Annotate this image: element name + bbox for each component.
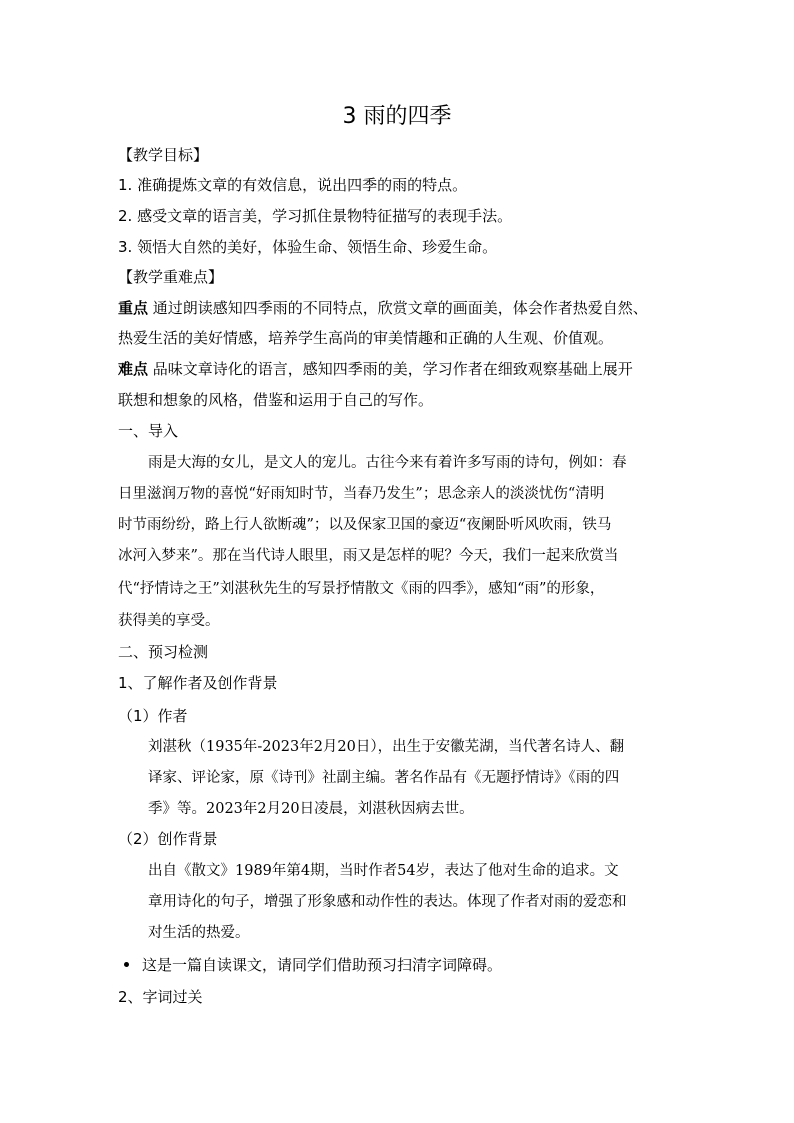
difficult-point-line bbox=[118, 358, 633, 380]
background-line: 出自《散文》1989年第4期，当时作者54岁，表达了他对生命的追求。文 bbox=[148, 863, 619, 879]
difficult-point-text: 品味文章诗化的语言，感知四季雨的美，学习作者在细致观察基础上展开 bbox=[152, 360, 633, 378]
intro-paragraph-line: 日里滋润万物的喜悦“好雨知时节，当春乃发生”；思念亲人的淡淡忧伤“清明 bbox=[118, 486, 605, 502]
background-line: 对生活的热爱。 bbox=[148, 925, 250, 941]
page-title: 3 雨的四季 bbox=[342, 104, 452, 129]
key-point-label: 重点 bbox=[118, 299, 149, 317]
intro-paragraph-line: 时节雨纷纷，路上行人欲断魂”；以及保家卫国的豪迈“夜阑卧听风吹雨，铁马 bbox=[118, 517, 612, 533]
background-heading: （2）创作背景 bbox=[118, 830, 218, 848]
objective-item: 1. 准确提炼文章的有效信息，说出四季的雨的特点。 bbox=[118, 176, 468, 194]
author-line: 译家、评论家，原《诗刊》社副主编。著名作品有《无题抒情诗》《雨的四 bbox=[148, 770, 620, 786]
intro-paragraph-line: 冰河入梦来”。那在当代诗人眼里，雨又是怎样的呢？今天，我们一起来欣赏当 bbox=[118, 548, 619, 564]
author-line: 季》等。2023年2月20日凌晨，刘湛秋因病去世。 bbox=[148, 801, 474, 817]
author-heading: （1）作者 bbox=[118, 707, 188, 725]
background-line: 章用诗化的句子，增强了形象感和动作性的表达。体现了作者对雨的爱恋和 bbox=[148, 894, 627, 910]
key-point-text: 通过朗读感知四季雨的不同特点，欣赏文章的画面美，体会作者热爱自然、 bbox=[152, 299, 648, 317]
objectives-heading: 【教学目标】 bbox=[118, 146, 209, 164]
key-point-line bbox=[118, 297, 648, 319]
intro-paragraph-line: 代“抒情诗之王”刘湛秋先生的写景抒情散文《雨的四季》，感知“雨”的形象， bbox=[118, 581, 605, 597]
key-points-heading: 【教学重难点】 bbox=[118, 268, 224, 286]
preview-subheading: 2、字词过关 bbox=[118, 988, 203, 1006]
preview-heading: 二、预习检测 bbox=[118, 643, 209, 661]
objective-item: 3. 领悟大自然的美好，体验生命、领悟生命、珍爱生命。 bbox=[118, 238, 498, 256]
intro-paragraph-line: 雨是大海的女儿，是文人的宠儿。古往今来有着许多写雨的诗句，例如：春 bbox=[148, 455, 627, 471]
preview-subheading: 1、了解作者及创作背景 bbox=[118, 674, 278, 692]
intro-heading: 一、导入 bbox=[118, 422, 179, 440]
difficult-point-label: 难点 bbox=[118, 360, 149, 378]
objective-item: 2. 感受文章的语言美，学习抓住景物特征描写的表现手法。 bbox=[118, 207, 513, 225]
bullet-dot-icon bbox=[124, 962, 129, 967]
intro-paragraph-line: 获得美的享受。 bbox=[118, 613, 220, 629]
difficult-point-line: 联想和想象的风格，借鉴和运用于自己的写作。 bbox=[118, 391, 434, 409]
bullet-text: 这是一篇自读课文，请同学们借助预习扫清字词障碍。 bbox=[142, 956, 503, 974]
key-point-line: 热爱生活的美好情感，培养学生高尚的审美情趣和正确的人生观、价值观。 bbox=[118, 329, 614, 347]
author-line: 刘湛秋（1935年-2023年2月20日），出生于安徽芜湖，当代著名诗人、翻 bbox=[148, 739, 625, 755]
